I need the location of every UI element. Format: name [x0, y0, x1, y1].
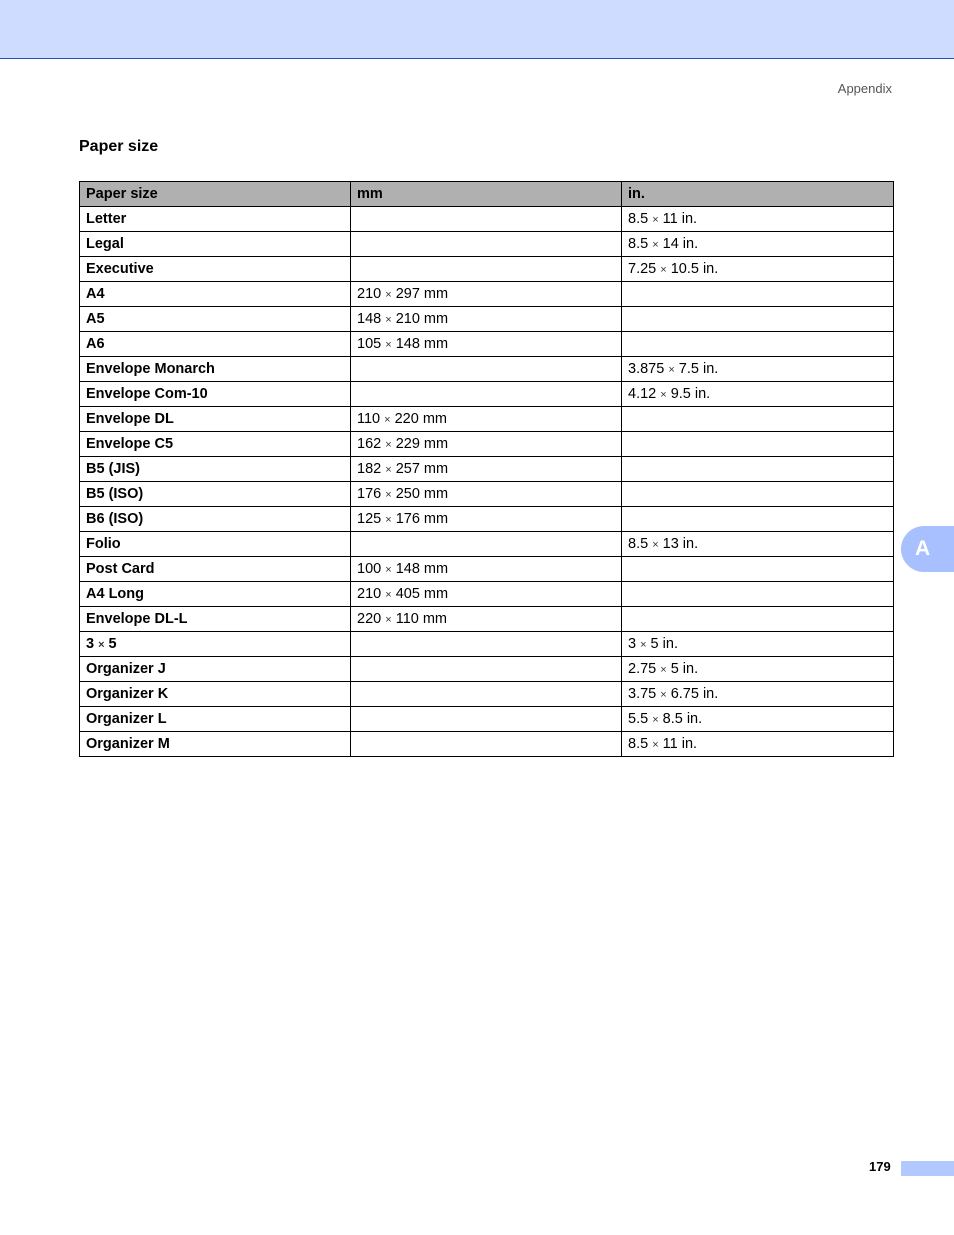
cell-paper-size: 3 × 5: [80, 632, 351, 657]
times-sign: ×: [385, 514, 392, 526]
cell-in: [622, 407, 894, 432]
cell-mm: [351, 632, 622, 657]
cell-paper-size: Organizer K: [80, 682, 351, 707]
cell-paper-size: B6 (ISO): [80, 507, 351, 532]
cell-paper-size: A5: [80, 307, 351, 332]
table-row: [80, 582, 894, 607]
times-sign: ×: [660, 264, 667, 276]
cell-paper-size: Organizer J: [80, 657, 351, 682]
times-sign: ×: [640, 639, 647, 651]
cell-in: 4.12 × 9.5 in.: [622, 382, 894, 407]
cell-in: [622, 332, 894, 357]
table-row: [80, 257, 894, 282]
times-sign: ×: [652, 739, 659, 751]
times-sign: ×: [98, 639, 105, 651]
cell-paper-size: Envelope DL-L: [80, 607, 351, 632]
cell-paper-size: Organizer M: [80, 732, 351, 757]
times-sign: ×: [668, 364, 675, 376]
times-sign: ×: [385, 489, 392, 501]
column-header-in: in.: [622, 182, 894, 207]
table-row: [80, 457, 894, 482]
cell-in: 7.25 × 10.5 in.: [622, 257, 894, 282]
table-row: [80, 382, 894, 407]
page-number: 179: [869, 1159, 891, 1174]
cell-in: 5.5 × 8.5 in.: [622, 707, 894, 732]
table-body: [80, 207, 894, 757]
times-sign: ×: [652, 239, 659, 251]
table-row: [80, 707, 894, 732]
cell-paper-size: A6: [80, 332, 351, 357]
cell-in: [622, 457, 894, 482]
times-sign: ×: [385, 464, 392, 476]
cell-paper-size: B5 (ISO): [80, 482, 351, 507]
cell-mm: [351, 382, 622, 407]
cell-mm: [351, 657, 622, 682]
times-sign: ×: [652, 539, 659, 551]
table-row: [80, 282, 894, 307]
cell-paper-size: Envelope C5: [80, 432, 351, 457]
table-header-row: [80, 182, 894, 207]
table-row: [80, 682, 894, 707]
cell-mm: 125 × 176 mm: [351, 507, 622, 532]
table-row: [80, 557, 894, 582]
cell-mm: 220 × 110 mm: [351, 607, 622, 632]
cell-mm: 100 × 148 mm: [351, 557, 622, 582]
times-sign: ×: [660, 689, 667, 701]
cell-mm: 210 × 405 mm: [351, 582, 622, 607]
cell-in: 3.75 × 6.75 in.: [622, 682, 894, 707]
table-row: [80, 407, 894, 432]
cell-mm: [351, 232, 622, 257]
times-sign: ×: [660, 389, 667, 401]
table-row: [80, 207, 894, 232]
times-sign: ×: [385, 314, 392, 326]
times-sign: ×: [385, 289, 392, 301]
cell-in: [622, 582, 894, 607]
cell-mm: 210 × 297 mm: [351, 282, 622, 307]
times-sign: ×: [652, 214, 659, 226]
page-number-bar: [901, 1161, 954, 1176]
table-row: [80, 732, 894, 757]
cell-mm: [351, 257, 622, 282]
running-head: Appendix: [837, 81, 892, 96]
times-sign: ×: [385, 589, 392, 601]
cell-paper-size: Envelope Monarch: [80, 357, 351, 382]
table-row: [80, 232, 894, 257]
cell-paper-size: Envelope DL: [80, 407, 351, 432]
times-sign: ×: [652, 714, 659, 726]
cell-in: [622, 607, 894, 632]
cell-paper-size: B5 (JIS): [80, 457, 351, 482]
appendix-side-tab: [901, 526, 954, 572]
cell-in: [622, 482, 894, 507]
table-row: [80, 332, 894, 357]
cell-paper-size: Legal: [80, 232, 351, 257]
cell-in: 8.5 × 11 in.: [622, 732, 894, 757]
table-row: [80, 482, 894, 507]
cell-in: 2.75 × 5 in.: [622, 657, 894, 682]
cell-in: 3.875 × 7.5 in.: [622, 357, 894, 382]
cell-mm: [351, 707, 622, 732]
times-sign: ×: [385, 439, 392, 451]
side-tab-label: A: [915, 537, 931, 560]
cell-in: 8.5 × 14 in.: [622, 232, 894, 257]
cell-in: [622, 282, 894, 307]
table-row: [80, 357, 894, 382]
table-row: [80, 432, 894, 457]
times-sign: ×: [385, 564, 392, 576]
cell-paper-size: Folio: [80, 532, 351, 557]
cell-paper-size: Letter: [80, 207, 351, 232]
cell-paper-size: Organizer L: [80, 707, 351, 732]
cell-in: [622, 507, 894, 532]
cell-paper-size: A4 Long: [80, 582, 351, 607]
cell-paper-size: Post Card: [80, 557, 351, 582]
times-sign: ×: [384, 414, 391, 426]
table-row: [80, 607, 894, 632]
times-sign: ×: [385, 614, 392, 626]
cell-in: [622, 432, 894, 457]
table-row: [80, 507, 894, 532]
cell-paper-size: A4: [80, 282, 351, 307]
cell-mm: 148 × 210 mm: [351, 307, 622, 332]
cell-paper-size: Executive: [80, 257, 351, 282]
cell-mm: 105 × 148 mm: [351, 332, 622, 357]
cell-in: 3 × 5 in.: [622, 632, 894, 657]
cell-in: 8.5 × 13 in.: [622, 532, 894, 557]
times-sign: ×: [385, 339, 392, 351]
cell-in: [622, 307, 894, 332]
cell-mm: [351, 732, 622, 757]
times-sign: ×: [660, 664, 667, 676]
table-row: [80, 657, 894, 682]
table-row: [80, 632, 894, 657]
cell-mm: [351, 682, 622, 707]
cell-mm: 182 × 257 mm: [351, 457, 622, 482]
paper-size-table: [79, 181, 894, 757]
column-header-paper-size: Paper size: [80, 182, 351, 207]
cell-in: [622, 557, 894, 582]
column-header-mm: mm: [351, 182, 622, 207]
section-title: Paper size: [79, 138, 159, 155]
cell-mm: 110 × 220 mm: [351, 407, 622, 432]
cell-mm: [351, 357, 622, 382]
cell-mm: [351, 207, 622, 232]
cell-mm: 162 × 229 mm: [351, 432, 622, 457]
table-row: [80, 307, 894, 332]
table-row: [80, 532, 894, 557]
cell-paper-size: Envelope Com-10: [80, 382, 351, 407]
cell-mm: [351, 532, 622, 557]
top-header-band: [0, 0, 954, 59]
cell-mm: 176 × 250 mm: [351, 482, 622, 507]
cell-in: 8.5 × 11 in.: [622, 207, 894, 232]
